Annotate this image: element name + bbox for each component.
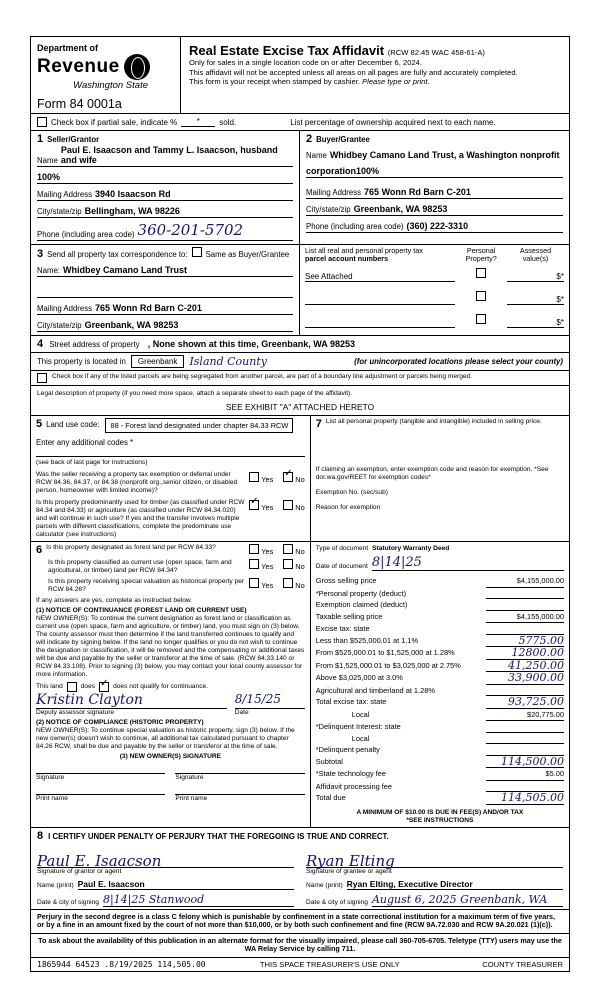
- parcel-assessed-1[interactable]: $*: [507, 295, 564, 305]
- buyer-mailing-address[interactable]: 765 Wonn Rd Barn C-201: [364, 187, 471, 197]
- parcel-assessed-2[interactable]: $*: [507, 318, 564, 328]
- partial-sale-percent[interactable]: *: [181, 117, 215, 127]
- certification-heading: I CERTIFY UNDER PENALTY OF PERJURY THAT THE FOREGOING IS TRUE AND CORRECT.: [48, 831, 389, 841]
- seller-city-label: City/state/zip: [37, 207, 82, 216]
- tax-amount-10[interactable]: 93,725.00: [486, 696, 564, 709]
- grantor-print-label: Name (print): [37, 881, 74, 889]
- land-does-not-label: does not qualify for continuance.: [113, 683, 209, 690]
- tax-label-5: Less than $525,000.01 at 1.1%: [315, 635, 419, 645]
- tax-label-10: Total excise tax: state: [315, 697, 387, 706]
- tax-label-18: Total due: [315, 793, 346, 802]
- tax-amount-12[interactable]: [486, 721, 564, 733]
- tax-amount-16[interactable]: $5.00: [486, 768, 564, 781]
- section-3-number: 3: [37, 248, 44, 260]
- seller-name[interactable]: Paul E. Isaacson and Tammy L. Isaacson, husband and wife: [60, 145, 278, 165]
- seller-name-2[interactable]: 100%: [37, 172, 61, 182]
- tax-label-4: Excise tax: state: [315, 624, 370, 633]
- form-title: Real Estate Excise Tax Affidavit: [189, 43, 385, 58]
- header-line-1: Only for sales in a single location code on or after December 6, 2024.: [189, 58, 423, 67]
- s6-q2-no[interactable]: No: [283, 559, 304, 571]
- timber-question: Is this property predominantly used for timber (as classified under RCW 84.34 and 84.33) or agriculture (as classified under RCW 84.34.020) and will continue in such use? If yes and the transfer involves multiple parcels with different classifications, complete the predominate use calculator (see instructions): [36, 499, 245, 538]
- exemption-question-1: Was the seller receiving a property tax exemption or deferral under RCW 84.36, 84.37, or 84.38 (nonprofit org.,senior citizen, or disabled person, homeowner with limited income)?: [36, 471, 238, 494]
- tax-label-17: Affidavit processing fee: [315, 781, 393, 791]
- landuse-personal-block: [31, 416, 569, 542]
- parcel-personal-checkbox-2[interactable]: [476, 314, 486, 324]
- tax-label-16: *State technology fee: [315, 769, 387, 778]
- document-date-value[interactable]: 8|14|25: [372, 555, 564, 571]
- county-note: (for unincorporated locations please select your county): [354, 357, 563, 366]
- seller-heading: Seller/Grantor: [47, 135, 100, 144]
- located-county-handwritten: Island County: [189, 355, 267, 368]
- land-does-label: does: [80, 683, 96, 690]
- tax-amount-8[interactable]: 33,900.00: [486, 672, 564, 685]
- seller-column: [31, 131, 300, 244]
- buyer-heading: Buyer/Grantee: [316, 135, 370, 144]
- seller-mailing-address[interactable]: 3940 Isaacson Rd: [95, 189, 171, 199]
- buyer-city-label: City/state/zip: [306, 205, 351, 214]
- grantor-signature-label: Signature of grantor or agent: [37, 867, 122, 875]
- department-label: Department of: [37, 43, 99, 53]
- tax-amount-11[interactable]: $20,775.00: [486, 709, 564, 722]
- grantor-print-name[interactable]: Paul E. Isaacson: [78, 879, 294, 890]
- grantee-print-label: Name (print): [306, 881, 343, 889]
- parcel-row: [305, 264, 564, 282]
- tax-label-8: Above $3,025,000 at 3.0%: [315, 673, 403, 682]
- availability-note: [31, 933, 569, 957]
- located-in-row: [31, 353, 569, 371]
- section-7-number: 7: [315, 418, 322, 430]
- same-as-buyer-checkbox[interactable]: [192, 247, 202, 257]
- assessed-value-header-2: value(s): [522, 254, 549, 264]
- section6-money-block: [31, 542, 569, 827]
- s6-q1-no[interactable]: No: [283, 544, 304, 556]
- land-use-value[interactable]: 88 - Forest land designated under chapter 84.33 RCW: [105, 418, 293, 433]
- located-in-label: This property is located in: [37, 357, 126, 366]
- treasurer-footer: [31, 957, 569, 971]
- tax-label-0: Gross selling price: [315, 576, 377, 585]
- grantor-date-city-label: Date & city of signing: [37, 898, 99, 906]
- form-header: [31, 37, 569, 114]
- personal-property-header-2: Property?: [465, 254, 497, 264]
- availability-text: To ask about the availability of this publication in an alternate format for the visually impaired, please call 360-705-6705. Teletype (TTY) users may use the WA Relay Service by calling 711.: [38, 935, 562, 954]
- tax-amount-18[interactable]: 114,505.00: [486, 792, 564, 805]
- tax-label-12: *Delinquent Interest: state: [315, 722, 401, 731]
- seller-name-label: Name: [37, 156, 58, 165]
- tax-amount-13[interactable]: [486, 733, 564, 745]
- correspondence-parcels-block: [31, 245, 569, 336]
- parcel-row: [305, 310, 564, 328]
- buyer-phone-label: Phone (including area code): [306, 222, 404, 231]
- s6-q3-no[interactable]: No: [283, 578, 304, 590]
- notice-continuance-text: NEW OWNER(S): To continue the current designation as forest land or classification as current use (open space, farm and agriculture, or timber) land, you must sign on (3) below. The county assessor must then determine if the land transferred continues to qualify and will indicate by signing below. If the land no longer qualifies or you do not wish to continue the designation or classification, it will be removed and the compensating or additional taxes will be due and payable by the seller or transferor at the time of sale. (RCW 84.33.140 or RCW 84.33.108). Prior to signing (3) below, you may contact your local county assessor for more information.: [36, 615, 305, 678]
- parcel-column: [300, 245, 569, 335]
- corr-mailing-address[interactable]: 765 Wonn Rd Barn C-201: [95, 303, 202, 313]
- notice-compliance-title: (2) NOTICE OF COMPLIANCE (HISTORIC PROPERTY): [36, 719, 204, 726]
- form-title-block: [181, 37, 569, 113]
- seller-mailing-label: Mailing Address: [37, 190, 93, 199]
- seller-phone-label: Phone (including area code): [37, 230, 135, 239]
- grantor-signature[interactable]: Paul E. Isaacson: [37, 851, 162, 870]
- new-owner-sig-label-1: Signature: [36, 774, 65, 781]
- street-address-value[interactable]: , None shown at this time, Greenbank, WA 98253: [147, 339, 355, 349]
- parcel-number-2[interactable]: [305, 327, 455, 328]
- corr-name[interactable]: Whidbey Camano Land Trust: [62, 265, 187, 275]
- section-6-number: 6: [36, 544, 43, 556]
- partial-sale-checkbox[interactable]: [37, 117, 47, 127]
- s6-q2-yes[interactable]: Yes: [249, 559, 273, 571]
- s6-q3-yes[interactable]: Yes: [249, 578, 273, 590]
- see-last-page-note: (see back of last page for instructions): [36, 459, 148, 466]
- current-use-question: Is this property classified as current use (open space, farm and agricultural, or timber) land per RCW 84.34?: [48, 559, 232, 574]
- buyer-city-state-zip[interactable]: Greenbank, WA 98253: [353, 204, 448, 214]
- seller-city-state-zip[interactable]: Bellingham, WA 98226: [84, 206, 180, 216]
- segregation-note: Check box if any of the listed parcels are being segregated from another parcel, are part of a boundary line adjustment or parcels being merged.: [52, 373, 473, 380]
- this-land-label: This land: [36, 683, 63, 690]
- washington-state-label: Washington State: [73, 80, 148, 91]
- tax-label-13: Local: [351, 733, 370, 743]
- seller-phone[interactable]: 360-201-5702: [137, 221, 244, 239]
- section-1-number: 1: [37, 133, 44, 145]
- tax-label-3: Taxable selling price: [315, 611, 383, 621]
- land-use-label: Land use code:: [46, 420, 100, 429]
- personal-property-header: Personal: [466, 246, 496, 255]
- street-address-row: [31, 336, 569, 353]
- revenue-wordmark: Revenue: [37, 56, 120, 77]
- parcel-personal-checkbox-0[interactable]: [476, 268, 486, 278]
- agency-block: [31, 37, 181, 113]
- located-city-field[interactable]: Greenbank: [131, 355, 185, 368]
- tax-label-15: Subtotal: [315, 756, 343, 766]
- buyer-name[interactable]: Whidbey Camano Land Trust, a Washington nonprofit: [329, 150, 560, 160]
- buyer-column: [300, 131, 569, 244]
- partial-sale-row: [31, 114, 569, 131]
- grantee-signature-label: Signature of grantee or agent: [306, 867, 392, 875]
- parcel-heading-1: List all real and personal property tax: [305, 246, 423, 255]
- document-type-label: Type of document: [315, 545, 369, 552]
- corr-mailing-label: Mailing Address: [37, 304, 93, 313]
- exemption-instructions: If claiming an exemption, enter exemption code and reason for exemption. *See dor.wa.gov/REET for exemption codes*: [315, 466, 549, 481]
- buyer-mailing-label: Mailing Address: [306, 188, 362, 197]
- new-owner-print-label-2: Print name: [175, 795, 208, 802]
- perjury-note: [31, 909, 569, 933]
- section-2-number: 2: [306, 133, 313, 145]
- deputy-assessor-date-label: Date: [234, 709, 249, 716]
- tax-amount-5[interactable]: 5775.00: [486, 635, 564, 648]
- grantee-signature[interactable]: Ryan Elting: [306, 851, 395, 870]
- tax-amount-2[interactable]: [486, 599, 564, 611]
- treasurer-use-label: THIS SPACE TREASURER'S USE ONLY: [259, 959, 400, 969]
- tax-label-9: Agricultural and timberland at 1.28%: [315, 685, 435, 695]
- tax-label-11: Local: [351, 709, 370, 719]
- corr-city-state-zip[interactable]: Greenbank, WA 98253: [84, 320, 179, 330]
- tax-calculation-column: [311, 542, 569, 827]
- legal-description-row: [31, 386, 569, 399]
- tax-label-14: *Delinquent penalty: [315, 745, 380, 754]
- header-line-2: This affidavit will not be accepted unless all areas on all pages are fully and accurately completed.: [189, 67, 518, 77]
- ownership-note: List percentage of ownership acquired next to each name.: [290, 117, 496, 127]
- certification-block: [31, 827, 569, 909]
- tax-label-1: *Personal property (deduct): [315, 588, 407, 598]
- header-line-3: This form is your receipt when stamped by cashier.: [189, 77, 360, 87]
- tax-amount-15[interactable]: 114,500.00: [486, 756, 564, 769]
- legal-description-value: SEE EXHIBIT "A" ATTACHED HERETO: [31, 399, 569, 416]
- tax-amount-14[interactable]: [486, 744, 564, 756]
- grantee-date-city-label: Date & city of signing: [306, 898, 368, 906]
- deputy-assessor-signature: Kristin Clayton: [36, 692, 143, 708]
- new-owner-signature-title: (3) NEW OWNER(S) SIGNATURE: [119, 753, 222, 760]
- buyer-name-2[interactable]: corporation100%: [306, 166, 380, 176]
- reet-affidavit-form: [30, 36, 570, 972]
- corr-city-label: City/state/zip: [37, 321, 82, 330]
- section-5-number: 5: [36, 418, 43, 430]
- tax-amount-3[interactable]: $4,155,000.00: [486, 611, 564, 624]
- assessed-value-header: Assessed: [519, 246, 552, 255]
- tax-rows: [316, 575, 564, 805]
- form-title-citation: (RCW 82.45 WAC 458-61-A): [387, 48, 485, 57]
- partial-sale-sold: sold.: [219, 117, 237, 127]
- perjury-text: Perjury in the second degree is a class C felony which is punishable by confinement in a state correctional institution for a maximum term of five years, or by a fine in an amount fixed by the court of not more than $10,000, or by both such confinement and fine (RCW 9A.72.030 and RCW 9A.20.021 (1)(c)).: [37, 911, 556, 930]
- corr-name-label: Name:: [37, 266, 60, 275]
- header-line-3-italic: Please type or print.: [362, 77, 430, 87]
- grantee-date-city[interactable]: August 6, 2025 Greenbank, WA: [372, 893, 563, 907]
- receipt-stamp: 1865944 64523 .8/19/2025 114,505.00: [37, 959, 206, 969]
- street-address-label: Street address of property: [49, 340, 140, 349]
- deputy-assessor-signature-label: Deputy assessor signature: [36, 709, 115, 716]
- s6-q1-yes[interactable]: Yes: [249, 544, 273, 556]
- parcel-number-0[interactable]: See Attached: [305, 272, 455, 282]
- q2-no-option[interactable]: No: [283, 500, 304, 512]
- personal-property-column: [311, 416, 569, 541]
- globe-icon: [124, 54, 150, 80]
- buyer-name-label: Name: [306, 151, 327, 160]
- buyer-phone[interactable]: (360) 222-3310: [406, 221, 469, 231]
- section-4-number: 4: [37, 338, 44, 350]
- section6-column: [31, 542, 311, 827]
- minimum-due-note: A MINIMUM OF $10.00 IS DUE IN FEE(S) AND/OR TAX: [356, 808, 524, 816]
- tax-label-6: From $525,000.01 to $1,525,000 at 1.28%: [315, 648, 455, 657]
- document-type-value[interactable]: Statutory Warranty Deed: [372, 545, 450, 552]
- see-instructions-note: *SEE INSTRUCTIONS: [406, 816, 474, 824]
- forest-land-question: Is this property designated as forest land per RCW 84.33?: [46, 544, 216, 551]
- parcel-personal-checkbox-1[interactable]: [476, 291, 486, 301]
- q1-no-option[interactable]: ✓ No: [283, 472, 304, 484]
- historic-question: Is this property receiving special valuation as historical property per RCW 84.26?: [48, 578, 245, 593]
- legal-description-label: Legal description of property (if you need more space, attach a separate sheet to each page of the affidavit).: [37, 390, 353, 397]
- additional-codes-label: Enter any additional codes *: [36, 438, 134, 447]
- land-does-not-checkbox[interactable]: [99, 682, 109, 692]
- tax-amount-4[interactable]: [486, 623, 564, 635]
- parcel-assessed-0[interactable]: $*: [507, 272, 564, 282]
- parcel-number-1[interactable]: [305, 304, 455, 305]
- new-owner-print-label-1: Print name: [36, 795, 68, 802]
- tax-amount-6[interactable]: 12800.00: [486, 647, 564, 660]
- exemption-reason-label: Reason for exemption: [315, 504, 381, 511]
- correspondence-column: [31, 245, 300, 335]
- new-owner-sig-label-2: Signature: [175, 774, 204, 781]
- yes-answers-note: If any answers are yes, complete as instructed below.: [36, 597, 193, 604]
- notice-compliance-text: NEW OWNER(S): To continue special valuation as historic property, sign (3) below. If the new owner(s) doesn't wish to continue, all additional tax calculated pursuant to chapter 84.26 RCW, shall be due and payable by the seller or transferor at the time of sale.: [36, 727, 295, 750]
- tax-amount-1[interactable]: [486, 588, 564, 600]
- land-does-checkbox[interactable]: [67, 682, 77, 692]
- notice-continuance-title: (1) NOTICE OF CONTINUANCE (FOREST LAND OR CURRENT USE): [36, 607, 247, 614]
- deputy-assessor-date: 8/15/25: [234, 692, 282, 706]
- grantor-date-city[interactable]: 8|14|25 Stanwood: [103, 893, 294, 907]
- q1-yes-option[interactable]: Yes: [249, 472, 273, 484]
- county-treasurer-label: COUNTY TREASURER: [482, 959, 563, 969]
- grantee-print-name[interactable]: Ryan Elting, Executive Director: [347, 879, 563, 890]
- parcel-row: [305, 287, 564, 305]
- tax-label-7: From $1,525,000.01 to $3,025,000 at 2.75%: [315, 660, 461, 670]
- section-8-number: 8: [37, 829, 44, 842]
- land-use-column: [31, 416, 311, 541]
- exemption-number-label: Exemption No. (sec/sub): [315, 489, 388, 496]
- parcel-heading-2: parcel account numbers: [305, 254, 389, 264]
- personal-property-label: List all personal property (tangible and intangible) included in selling price.: [325, 418, 542, 425]
- tax-amount-7[interactable]: 41,250.00: [486, 660, 564, 673]
- tax-amount-0[interactable]: $4,155,000.00: [486, 575, 564, 588]
- form-number: Form 84 0001a: [37, 97, 122, 111]
- q2-yes-option[interactable]: ✓Yes: [249, 500, 273, 512]
- document-date-label: Date of document: [315, 563, 368, 570]
- same-as-buyer-label: Same as Buyer/Grantee: [205, 250, 290, 259]
- correspondence-label: Send all property tax correspondence to:: [47, 250, 188, 259]
- segregation-checkbox[interactable]: [37, 373, 47, 383]
- seller-buyer-block: [31, 131, 569, 245]
- segregation-row: [31, 371, 569, 386]
- partial-sale-label: Check box if partial sale, indicate %: [51, 117, 178, 127]
- tax-label-2: Exemption claimed (deduct): [315, 600, 408, 609]
